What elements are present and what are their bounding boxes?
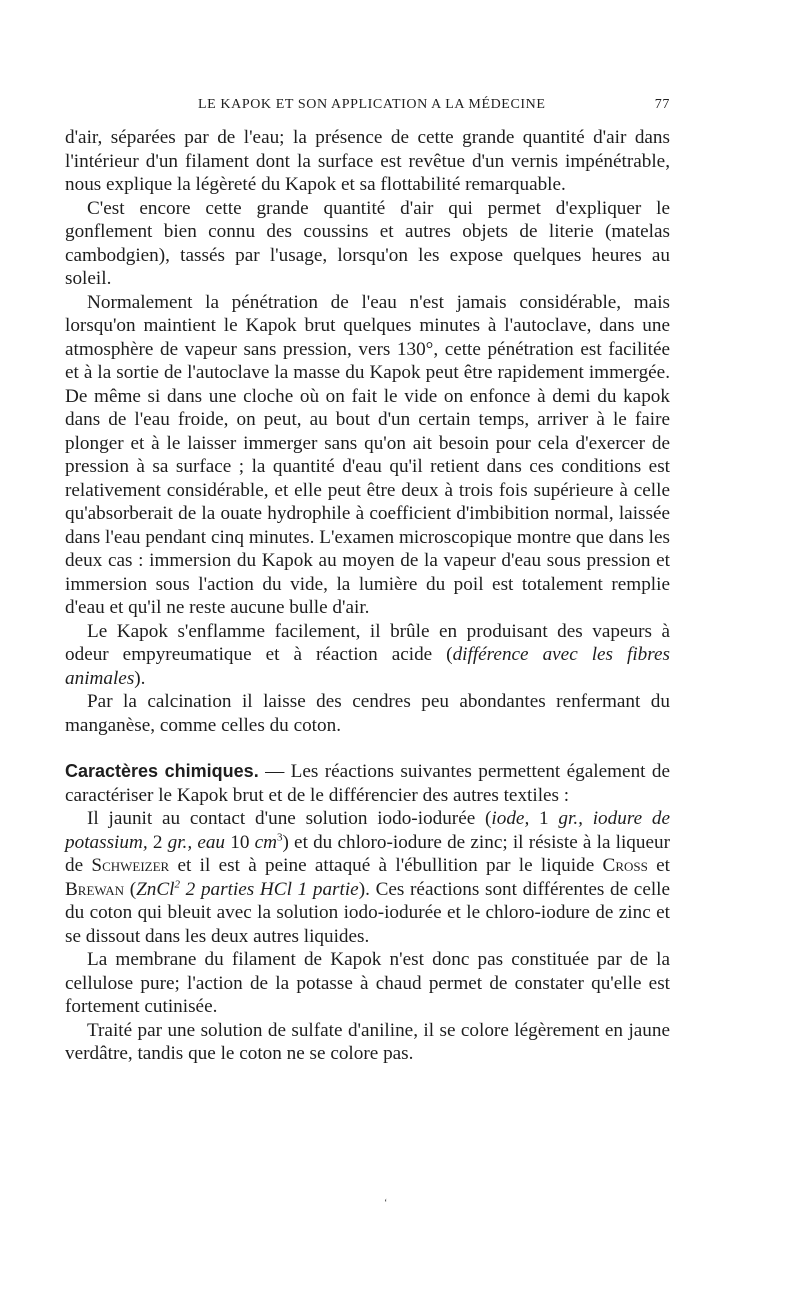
- p7-italic-3: gr., eau: [162, 831, 231, 853]
- p7-name-schweizer: Schweizer: [91, 855, 170, 876]
- p7-italic-6: 2 parties HCl 1 partie: [180, 878, 359, 900]
- p7-italic-4: cm: [249, 831, 277, 853]
- p7-text-1: Il jaunit au contact d'une solution iodo-iodurée (: [87, 808, 492, 829]
- p4-text-after: ).: [134, 667, 146, 689]
- paragraph-6: [65, 760, 670, 807]
- p6-text: — Les réactions suivantes permettent également de caractériser le Kapok brut et de le différencier des autres textiles :: [65, 761, 670, 806]
- footer-mark: ‘: [384, 1198, 388, 1209]
- p7-text-4: et: [647, 855, 670, 876]
- p7-italic-2: gr., iodure de potassium,: [65, 808, 670, 853]
- paragraph-7: [65, 807, 670, 948]
- p7-text-3: et il est à peine attaqué à l'ébullition par le liquide: [169, 855, 603, 876]
- body-text: [65, 126, 670, 1066]
- p4-text-before: Le Kapok s'enflamme facilement, il brûle en produisant des vapeurs à odeur empyreumatique et à réaction acide (: [65, 620, 670, 665]
- p7-superscript-2: 2: [174, 878, 180, 891]
- running-title: LE KAPOK ET SON APPLICATION A LA MÉDECINE: [198, 97, 546, 112]
- p7-italic-5: ZnCl: [136, 878, 175, 900]
- paragraph-5: Par la calcination il laisse des cendres peu abondantes renfermant du manganèse, comme celles du coton.: [65, 691, 670, 736]
- paragraph-9: Traité par une solution de sulfate d'aniline, il se colore légèrement en jaune verdâtre, tandis que le coton ne se colore pas.: [65, 1019, 670, 1064]
- p7-number-2: 2: [152, 831, 163, 853]
- p7-superscript-1: 3: [276, 831, 283, 844]
- p7-text-5: (: [124, 878, 137, 900]
- paragraph-3: Normalement la pénétration de l'eau n'est jamais considérable, mais lorsqu'on maintient le Kapok brut quelques minutes à l'autoclave, dans une atmosphère de vapeur sans pression, vers 130°, cette pénétration est facilitée et à la sortie de l'autoclave la masse du Kapok peut être rapidement immergée. De même si dans une cloche où on fait le vide on enfonce à demi du kapok dans de l'eau froide, on peut, au bout d'un certain temps, arriver à le faire plonger et à le laisser immerger sans qu'on ait besoin pour cela d'exercer de pression à sa surface ; la quantité d'eau qu'il retient dans ces conditions est relativement considérable, et elle peut être deux à trois fois supérieure à celle qu'absorberait de la ouate hydrophile à coefficient d'imbibition normal, laissée dans l'eau pendant cinq minutes. L'examen microscopique montre que dans les deux cas : immersion du Kapok au moyen de la vapeur d'eau sous pression et immersion sous l'action du vide, la lumière du poil est totalement remplie d'eau et qu'il ne reste aucune bulle d'air.: [65, 291, 670, 618]
- paragraph-2: C'est encore cette grande quantité d'air qui permet d'expliquer le gonflement bien connu des coussins et autres objets de literie (matelas cambodgien), tassés par l'usage, lorsqu'on les expose quelques heures au soleil.: [65, 197, 670, 289]
- paragraph-8: La membrane du filament de Kapok n'est donc pas constituée par de la cellulose pure; l'action de la potasse à chaud permet de constater qu'elle est fortement cutinisée.: [65, 949, 670, 1017]
- p7-italic-1: iode,: [491, 808, 540, 829]
- p4-italic-note: différence avec les fibres animales: [65, 644, 670, 689]
- paragraph-1: d'air, séparées par de l'eau; la présence de cette grande quantité d'air dans l'intérieur d'un filament dont la surface est revêtue d'un vernis impénétrable, nous explique la légèreté du Kapok et sa flottabilité remarquable.: [65, 127, 670, 195]
- section-heading: Caractères chimiques.: [65, 761, 259, 781]
- p7-name-cross: Cross: [602, 855, 648, 876]
- p7-text-6: ). Ces réactions sont différentes de celle du coton qui bleuit avec la solution iodo-iodurée et le chloro-iodure de zinc et se dissout dans les deux autres liquides.: [65, 878, 671, 947]
- page-number: 77: [654, 97, 670, 112]
- p7-name-brewan: Brewan: [65, 878, 125, 900]
- p7-number-1: 1: [539, 808, 549, 829]
- page-header: [65, 97, 670, 121]
- p7-text-2: ) et du chloro-iodure de zinc; il résiste à la liqueur de: [65, 831, 670, 876]
- paragraph-4: [65, 620, 670, 691]
- p7-number-3: 10: [230, 831, 250, 853]
